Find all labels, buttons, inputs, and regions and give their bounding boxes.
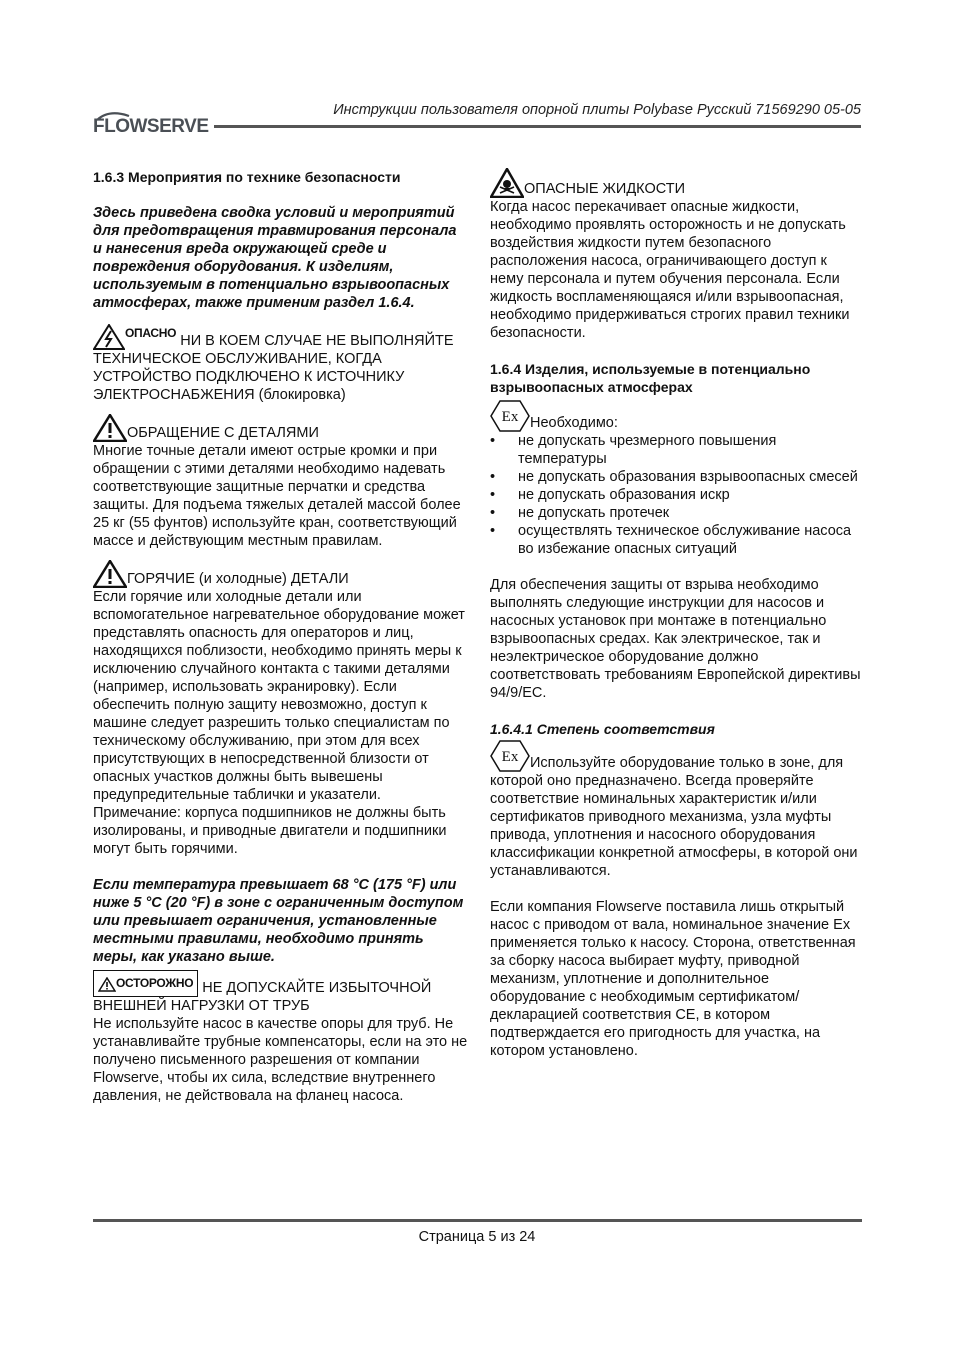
conformity-block: [490, 740, 862, 880]
flowserve-text: Если компания Flowserve поставила лишь открытый насос с приводом от вала, номинальное значение Ex применяется только к насосу. Сторона, ответственная за сборку насоса выбирает муфту, приводной механизм, уплотнение и дополнительное оборудование с необходимым сертификатом/декларацией соответствия CE, в котором подтверждается его пригодность для участка, на котором установлено.: [490, 899, 856, 1059]
safety-intro: Здесь приведена сводка условий и мероприятий для предотвращения травмирования персонала и нанесения вреда окружающей среде и повреждения оборудования. К изделиям, используемым в потенциально взрывоопасных атмосферах, также применим раздел 1.6.4.: [93, 205, 457, 311]
right-column: [490, 168, 862, 1060]
document-title: Инструкции пользователя опорной плиты Polybase Русский 71569290 05-05: [333, 102, 861, 118]
fluids-text: Когда насос перекачивает опасные жидкости, необходимо проявлять осторожность и не допускать воздействия жидкости путем безопасного расположения насоса, ограничивающего доступ к нему персонала и путем обучения персонала. Если жидкость воспламеняющаяся и/или взрывоопасная, необходимо придерживаться строгих правил техники безопасности.: [490, 199, 850, 341]
list-item: • не допускать образования искр: [490, 486, 862, 504]
toxic-hazard-icon: [490, 168, 524, 198]
list-item: • не допускать протечек: [490, 504, 862, 522]
hot-text: Если горячие или холодные детали или вспомогательное нагревательное оборудование может представлять опасность для операторов и лиц, находящихся поблизости, необходимо принять меры к исключению случайного контакта с такими деталями (например, использовать экранировку). Если обеспечить полную защиту невозможно, доступ к машине следует разрешить только специалистам по техническому обслуживанию, при этом для всех присутствующих в непосредственной близости от опасных участков должны быть вывешены предупредительные таблички и указатели.: [93, 589, 465, 803]
electric-hazard-icon: [93, 324, 125, 350]
section-heading-163: 1.6.3 Мероприятия по технике безопасности: [93, 169, 401, 185]
caution-warning: [93, 970, 468, 1105]
list-item: • не допускать чрезмерного повышения температуры: [490, 432, 862, 468]
logo-text: FLOWSERVE: [93, 116, 209, 137]
page-number: Страница 5 из 24: [418, 1229, 536, 1245]
ex-symbol-text: Ex: [501, 409, 519, 425]
ex-hexagon-icon: [490, 740, 530, 772]
caution-badge: ОСТОРОЖНО: [116, 976, 194, 990]
caution-text: НЕ ДОПУСКАЙТЕ ИЗБЫТОЧНОЙ ВНЕШНЕЙ НАГРУЗКИ ОТ ТРУБ: [93, 980, 432, 1014]
hot-parts-warning: [93, 560, 468, 858]
danger-warning: [93, 324, 468, 404]
danger-text: НИ В КОЕМ СЛУЧАЕ НЕ ВЫПОЛНЯЙТЕ ТЕХНИЧЕСКОЕ ОБСЛУЖИВАНИЕ, КОГДА УСТРОЙСТВО ПОДКЛЮЧЕНО К ИСТОЧНИКУ ЭЛЕКТРОСНАБЖЕНИЯ (блокировка): [93, 333, 454, 403]
parts-text: Многие точные детали имеют острые кромки и при обращении с этими деталями необходимо надевать соответствующие защитные перчатки и средства защиты. Для подъема тяжелых деталей массой более 25 кг (55 фунтов) используйте кран, соответствующий массе и действующим местным правилам.: [93, 443, 461, 549]
ex-hexagon-icon: [490, 400, 530, 432]
ex-requirements: [490, 400, 862, 558]
danger-badge: ОПАСНО: [125, 326, 177, 340]
temperature-warning: Если температура превышает 68 °C (175 °F) или ниже 5 °C (20 °F) в зоне с ограниченным доступом или превышает ограничения, установленные местными правилами, необходимо принять меры, как указано выше.: [93, 877, 464, 965]
list-item: • не допускать образования взрывоопасных смесей: [490, 468, 862, 486]
list-item: • осуществлять техническое обслуживание насоса во избежание опасных ситуаций: [490, 522, 862, 558]
pipe-text: Не используйте насос в качестве опоры для труб. Не устанавливайте трубные компенсаторы, если на это не получено письменного разрешения от компании Flowserve, чтобы их сила, вследствие внутреннего давления, не действовала на фланец насоса.: [93, 1016, 468, 1104]
left-column: [93, 168, 468, 1105]
caution-box: [93, 970, 198, 997]
parts-warning: [93, 414, 468, 550]
section-heading-164: 1.6.4 Изделия, используемые в потенциально взрывоопасных атмосферах: [490, 361, 811, 395]
fluids-title: ОПАСНЫЕ ЖИДКОСТИ: [524, 181, 685, 197]
note-text: Примечание: корпуса подшипников не должны быть изолированы, и приводные двигатели и подшипники могут быть горячими.: [93, 805, 447, 857]
caution-triangle-icon: [98, 977, 116, 992]
ex-symbol-text: Ex: [501, 749, 519, 765]
header-rule: [214, 125, 861, 128]
warning-triangle-icon: [93, 560, 127, 588]
warning-triangle-icon: [93, 414, 127, 442]
hot-title: ГОРЯЧИЕ (и холодные) ДЕТАЛИ: [127, 571, 349, 587]
fluids-warning: [490, 168, 862, 342]
subsection-heading-1641: 1.6.4.1 Степень соответствия: [490, 721, 715, 737]
protection-text: Для обеспечения защиты от взрыва необходимо выполнять следующие инструкции для насосов и насосных установок при монтаже в потенциально взрывоопасных средах. Как электрическое, так и неэлектрическое оборудование должно соответствовать требованиям Европейской директивы 94/9/EC.: [490, 577, 861, 701]
conformity-text: Используйте оборудование только в зоне, для которой оно предназначено. Всегда проверяйте соответствие номинальных характеристик и/или сертификатов приводного механизма, узла муфты привода, уплотнения и насосного оборудования классификации конкретной атмосферы, в которой они устанавливаются.: [490, 755, 858, 879]
parts-title: ОБРАЩЕНИЕ С ДЕТАЛЯМИ: [127, 425, 319, 441]
flowserve-logo: [93, 112, 211, 146]
required-label: Необходимо:: [530, 415, 618, 431]
requirements-list: [490, 432, 862, 558]
footer-rule: [93, 1219, 862, 1222]
